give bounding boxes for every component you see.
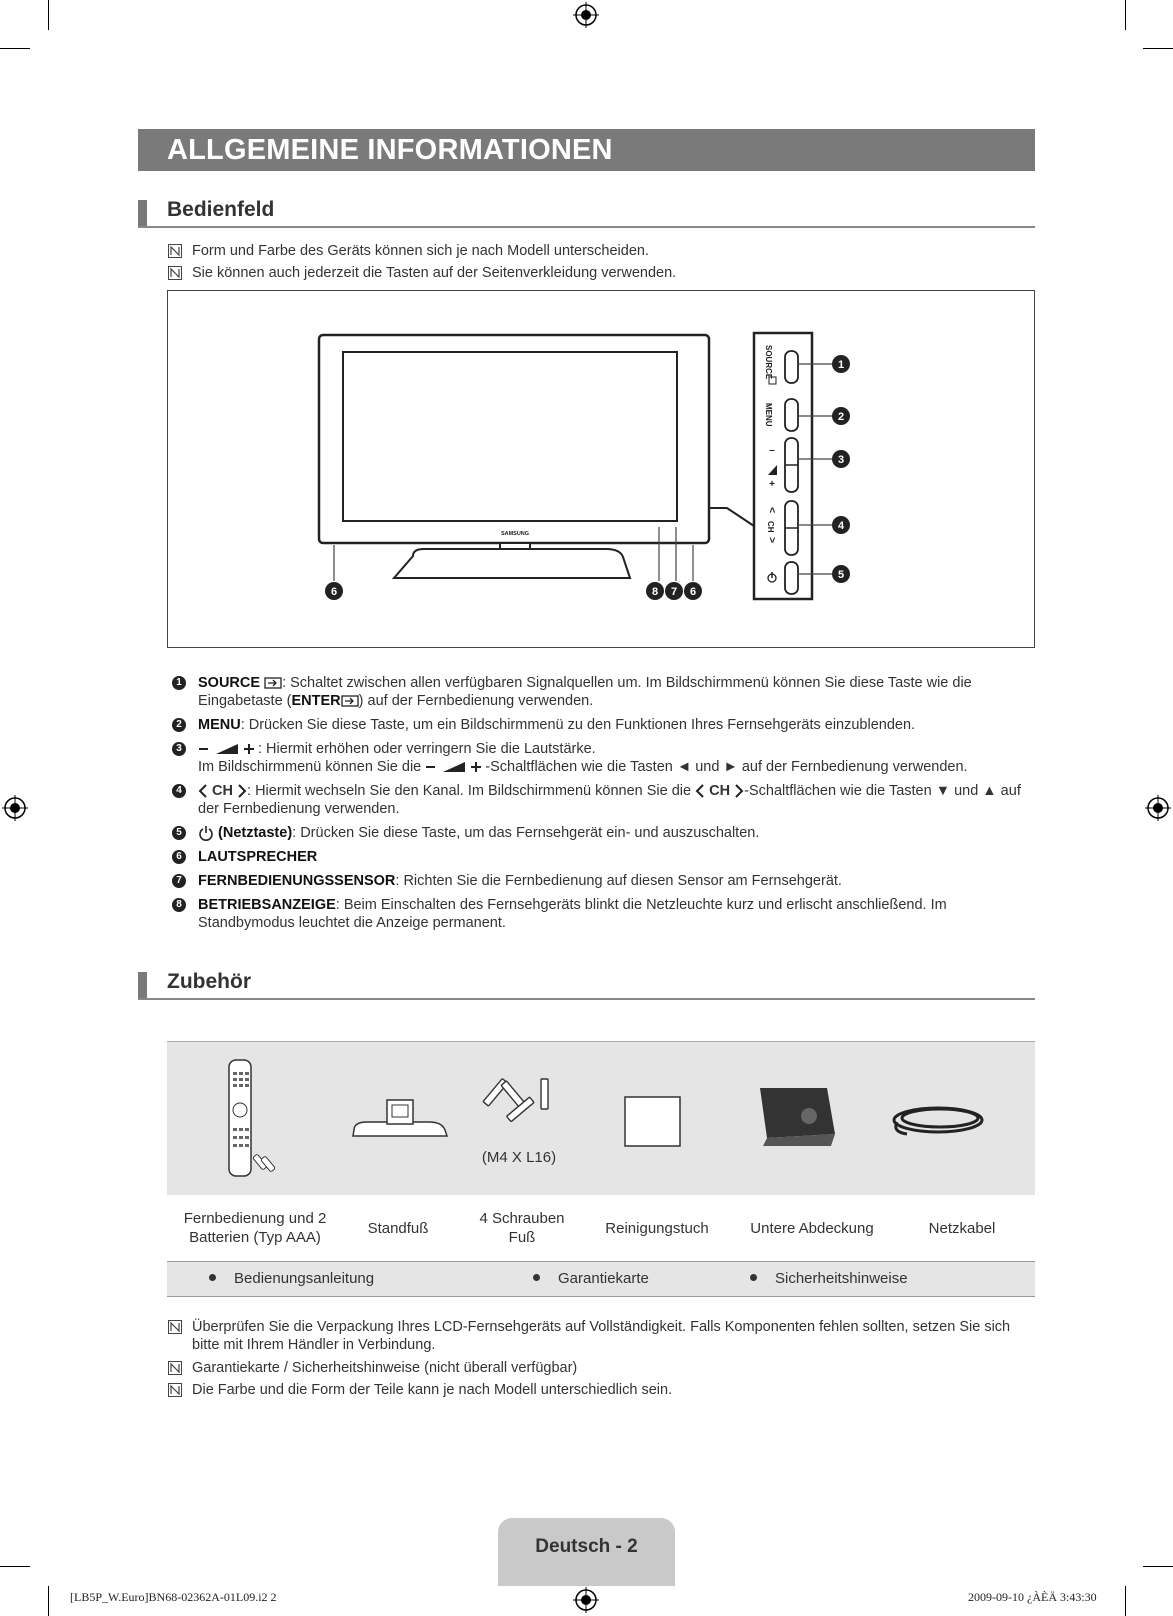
tv-illustration [168,291,1034,647]
accessory-label: Standfuß [367,1219,429,1237]
registration-mark-icon [2,795,28,821]
section-marker [138,972,147,998]
item-number-badge: 6 [172,850,186,864]
menu-button [785,399,798,431]
item-number-badge: 2 [172,718,186,732]
crop-mark [0,48,30,49]
crop-mark [1125,1586,1126,1616]
cleaning-cloth-icon [625,1097,680,1146]
callout-6-right: 6 [689,586,697,598]
crop-mark [1143,1566,1173,1567]
note-icon [168,244,182,258]
volume-icon [198,742,258,756]
volume-icon [425,760,485,774]
note: Sie können auch jederzeit die Tasten auf der Seitenverkleidung verwenden. [168,264,1022,282]
enter-icon [341,695,359,707]
side-panel [754,333,812,599]
list-item: 7 FERNBEDIENUNGSSENSOR: Richten Sie die Fernbedienung auf diesen Sensor am Fernsehgerät. [172,872,1022,890]
crop-mark [0,1566,30,1567]
accessories-illustrations [167,1042,1035,1196]
callout-7: 7 [670,586,678,598]
source-input-icon [264,677,282,689]
power-icon [198,825,214,841]
item-number-badge: 5 [172,826,186,840]
registration-mark-icon [573,2,599,28]
page-title: ALLGEMEINE INFORMATIONEN [138,129,1035,171]
note: Überprüfen Sie die Verpackung Ihres LCD-Fernsehgeräts auf Vollständigkeit. Falls Komponenten fehlen sollten, setzen Sie sich bitte mit Ihrem Händler in Verbindung. [168,1318,1022,1354]
item-number-badge: 1 [172,676,186,690]
bottom-cover-icon [760,1088,835,1146]
list-item: 2 MENU: Drücken Sie diese Taste, um ein Bildschirmmenü zu den Funktionen Ihres Fernsehgeräts einzublenden. [172,716,1022,734]
channel-icon: CH [198,782,247,800]
page-number-tab: Deutsch - 2 [498,1518,675,1586]
callout-4: 4 [837,520,845,532]
note: Garantiekarte / Sicherheitshinweise (nicht überall verfügbar) [168,1359,1022,1377]
accessory-label: Fernbedienung und 2 Batterien (Typ AAA) [183,1210,327,1246]
section-marker [138,200,147,226]
section-title: Zubehör [167,970,251,993]
battery-icon [253,1154,276,1172]
accessory-label: Netzkabel [928,1219,996,1237]
callout-8: 8 [651,586,659,598]
power-button [785,562,798,594]
chevron-right-icon [237,784,247,798]
brand-logo: SAMSUNG [500,531,530,537]
file-info: [LB5P_W.Euro]BN68-02362A-01L09.i2 2 [70,1590,277,1604]
source-button [785,351,798,383]
channel-icon: CH [695,782,744,800]
chevron-left-icon [695,784,705,798]
remote-control-icon [229,1060,251,1176]
item-number-badge: 4 [172,784,186,798]
svg-text:<: < [766,507,777,513]
crop-mark [1125,0,1126,30]
chevron-left-icon [198,784,208,798]
note-icon [168,266,182,280]
tv-screen [343,352,677,521]
callout-6-left: 6 [330,586,338,598]
note-icon [168,1361,182,1375]
list-item: Bedienungsanleitung [209,1262,374,1296]
note-icon [168,1320,182,1334]
svg-text:–: – [769,445,775,456]
accessory-label: 4 Schrauben Fuß [479,1210,565,1246]
accessories-image-panel [167,1041,1035,1195]
crop-mark [48,0,49,30]
section-title: Bedienfeld [167,198,275,221]
accessory-label: Reinigungstuch [605,1219,709,1237]
list-item: 8 BETRIEBSANZEIGE: Beim Einschalten des Fernsehgeräts blinkt die Netzleuchte kurz und erlischt anschließend. Im Standbymodus leuchtet die Anzeige permanent. [172,896,1022,932]
svg-text:+: + [769,479,775,490]
item-number-badge: 7 [172,874,186,888]
stand-icon [353,1100,447,1136]
registration-mark-icon [1145,795,1171,821]
crop-mark [1143,48,1173,49]
screw-size-label: (M4 X L16) [481,1149,557,1166]
list-item: Sicherheitshinweise [750,1262,908,1296]
accessories-labels [167,1195,1035,1261]
note: Die Farbe und die Form der Teile kann je nach Modell unterschiedlich sein. [168,1381,1022,1399]
power-cable-icon [894,1108,982,1134]
callout-1: 1 [837,359,845,371]
section-heading-accessories [138,970,1035,1000]
callout-5: 5 [837,569,845,581]
side-label-menu: MENU [764,403,773,427]
tv-control-panel-diagram [167,290,1035,648]
screws-icon [483,1079,548,1122]
list-item: 6 LAUTSPRECHER [172,848,1022,866]
note-icon [168,1383,182,1397]
item-number-badge: 3 [172,742,186,756]
accessory-label: Untere Abdeckung [750,1219,874,1237]
registration-mark-icon [573,1587,599,1613]
crop-mark [48,1586,49,1616]
documents-row [167,1261,1035,1297]
note: Form und Farbe des Geräts können sich je nach Modell unterscheiden. [168,242,1022,260]
print-timestamp: 2009-09-10 ¿ÀÈÄ 3:43:30 [968,1590,1097,1604]
control-description-list [172,674,1022,938]
callout-3: 3 [837,454,845,466]
callout-2: 2 [837,411,845,423]
side-label-source: SOURCE [764,345,773,380]
section-heading-control-panel [138,198,1035,228]
svg-text:>: > [766,537,777,543]
side-label-ch: CH [766,521,775,533]
list-item: 1 SOURCE : Schaltet zwischen allen verfügbaren Signalquellen um. Im Bildschirmmenü können Sie diese Taste wie die Eingabetaste (ENTER ) auf der Fernbedienung verwenden. [172,674,1022,710]
list-item: Garantiekarte [533,1262,649,1296]
list-item: 3 : Hiermit erhöhen oder verringern Sie die Lautstärke. Im Bildschirmmenü können Sie die -Schaltflächen wie die Tasten ◄ und ► auf der Fernbedienung verwenden. [172,740,1022,776]
list-item: 5 (Netztaste): Drücken Sie diese Taste, um das Fernsehgerät ein- und auszuschalten. [172,824,1022,842]
list-item: 4 CH : Hiermit wechseln Sie den Kanal. Im Bildschirmmenü können Sie die CH -Schaltflächen wie die Tasten ▼ und ▲ auf der Fernbedienung verwenden. [172,782,1022,818]
chevron-right-icon [734,784,744,798]
item-number-badge: 8 [172,898,186,912]
